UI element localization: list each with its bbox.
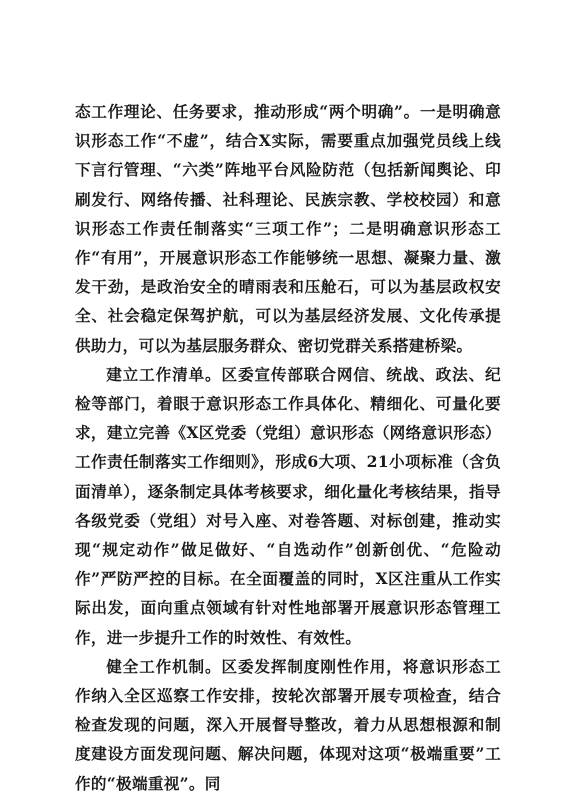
- paragraph-continuation: 态工作理论、任务要求，推动形成“两个明确”。一是明确意识形态工作“不虚”，结合X实际，需要重点加强党员线上线下言行管理、“六类”阵地平台风险防范（包括新闻舆论、印刷发行、网络传播、社科理论、民族宗教、学校校园）和意识形态工作责任制落实“三项工作”；二是明确意识形态工作“有用”，开展意识形态工作能够统一思想、凝聚力量、激发干劲，是政治安全的晴雨表和压舱石，可以为基层政权安全、社会稳定保驾护航，可以为基层经济发展、文化传承提供助力，可以为基层服务群众、密切党群关系搭建桥梁。: [75, 102, 501, 355]
- document-body: [75, 97, 501, 798]
- paragraph-work-mechanism: 健全工作机制。区委发挥制度刚性作用，将意识形态工作纳入全区巡察工作安排，按轮次部署开展专项检查，结合检查发现的问题，深入开展督导整改，着力从思想根源和制度建设方面发现问题、解决问题，体现对这项“极端重要”工作的“极端重视”。同: [75, 656, 501, 793]
- paragraph-work-list: 建立工作清单。区委宣传部联合网信、统战、政法、纪检等部门，着眼于意识形态工作具体化、精细化、可量化要求，建立完善《X区党委（党组）意识形态（网络意识形态）工作责任制落实工作细则》，形成6大项、21小项标准（含负面清单），逐条制定具体考核要求，细化量化考核结果，指导各级党委（党组）对号入座、对卷答题、对标创建，推动实现“规定动作”做足做好、“自选动作”创新创优、“危险动作”严防严控的目标。在全面覆盖的同时，X区注重从工作实际出发，面向重点领域有针对性地部署开展意识形态管理工作，进一步提升工作的时效性、有效性。: [75, 364, 501, 647]
